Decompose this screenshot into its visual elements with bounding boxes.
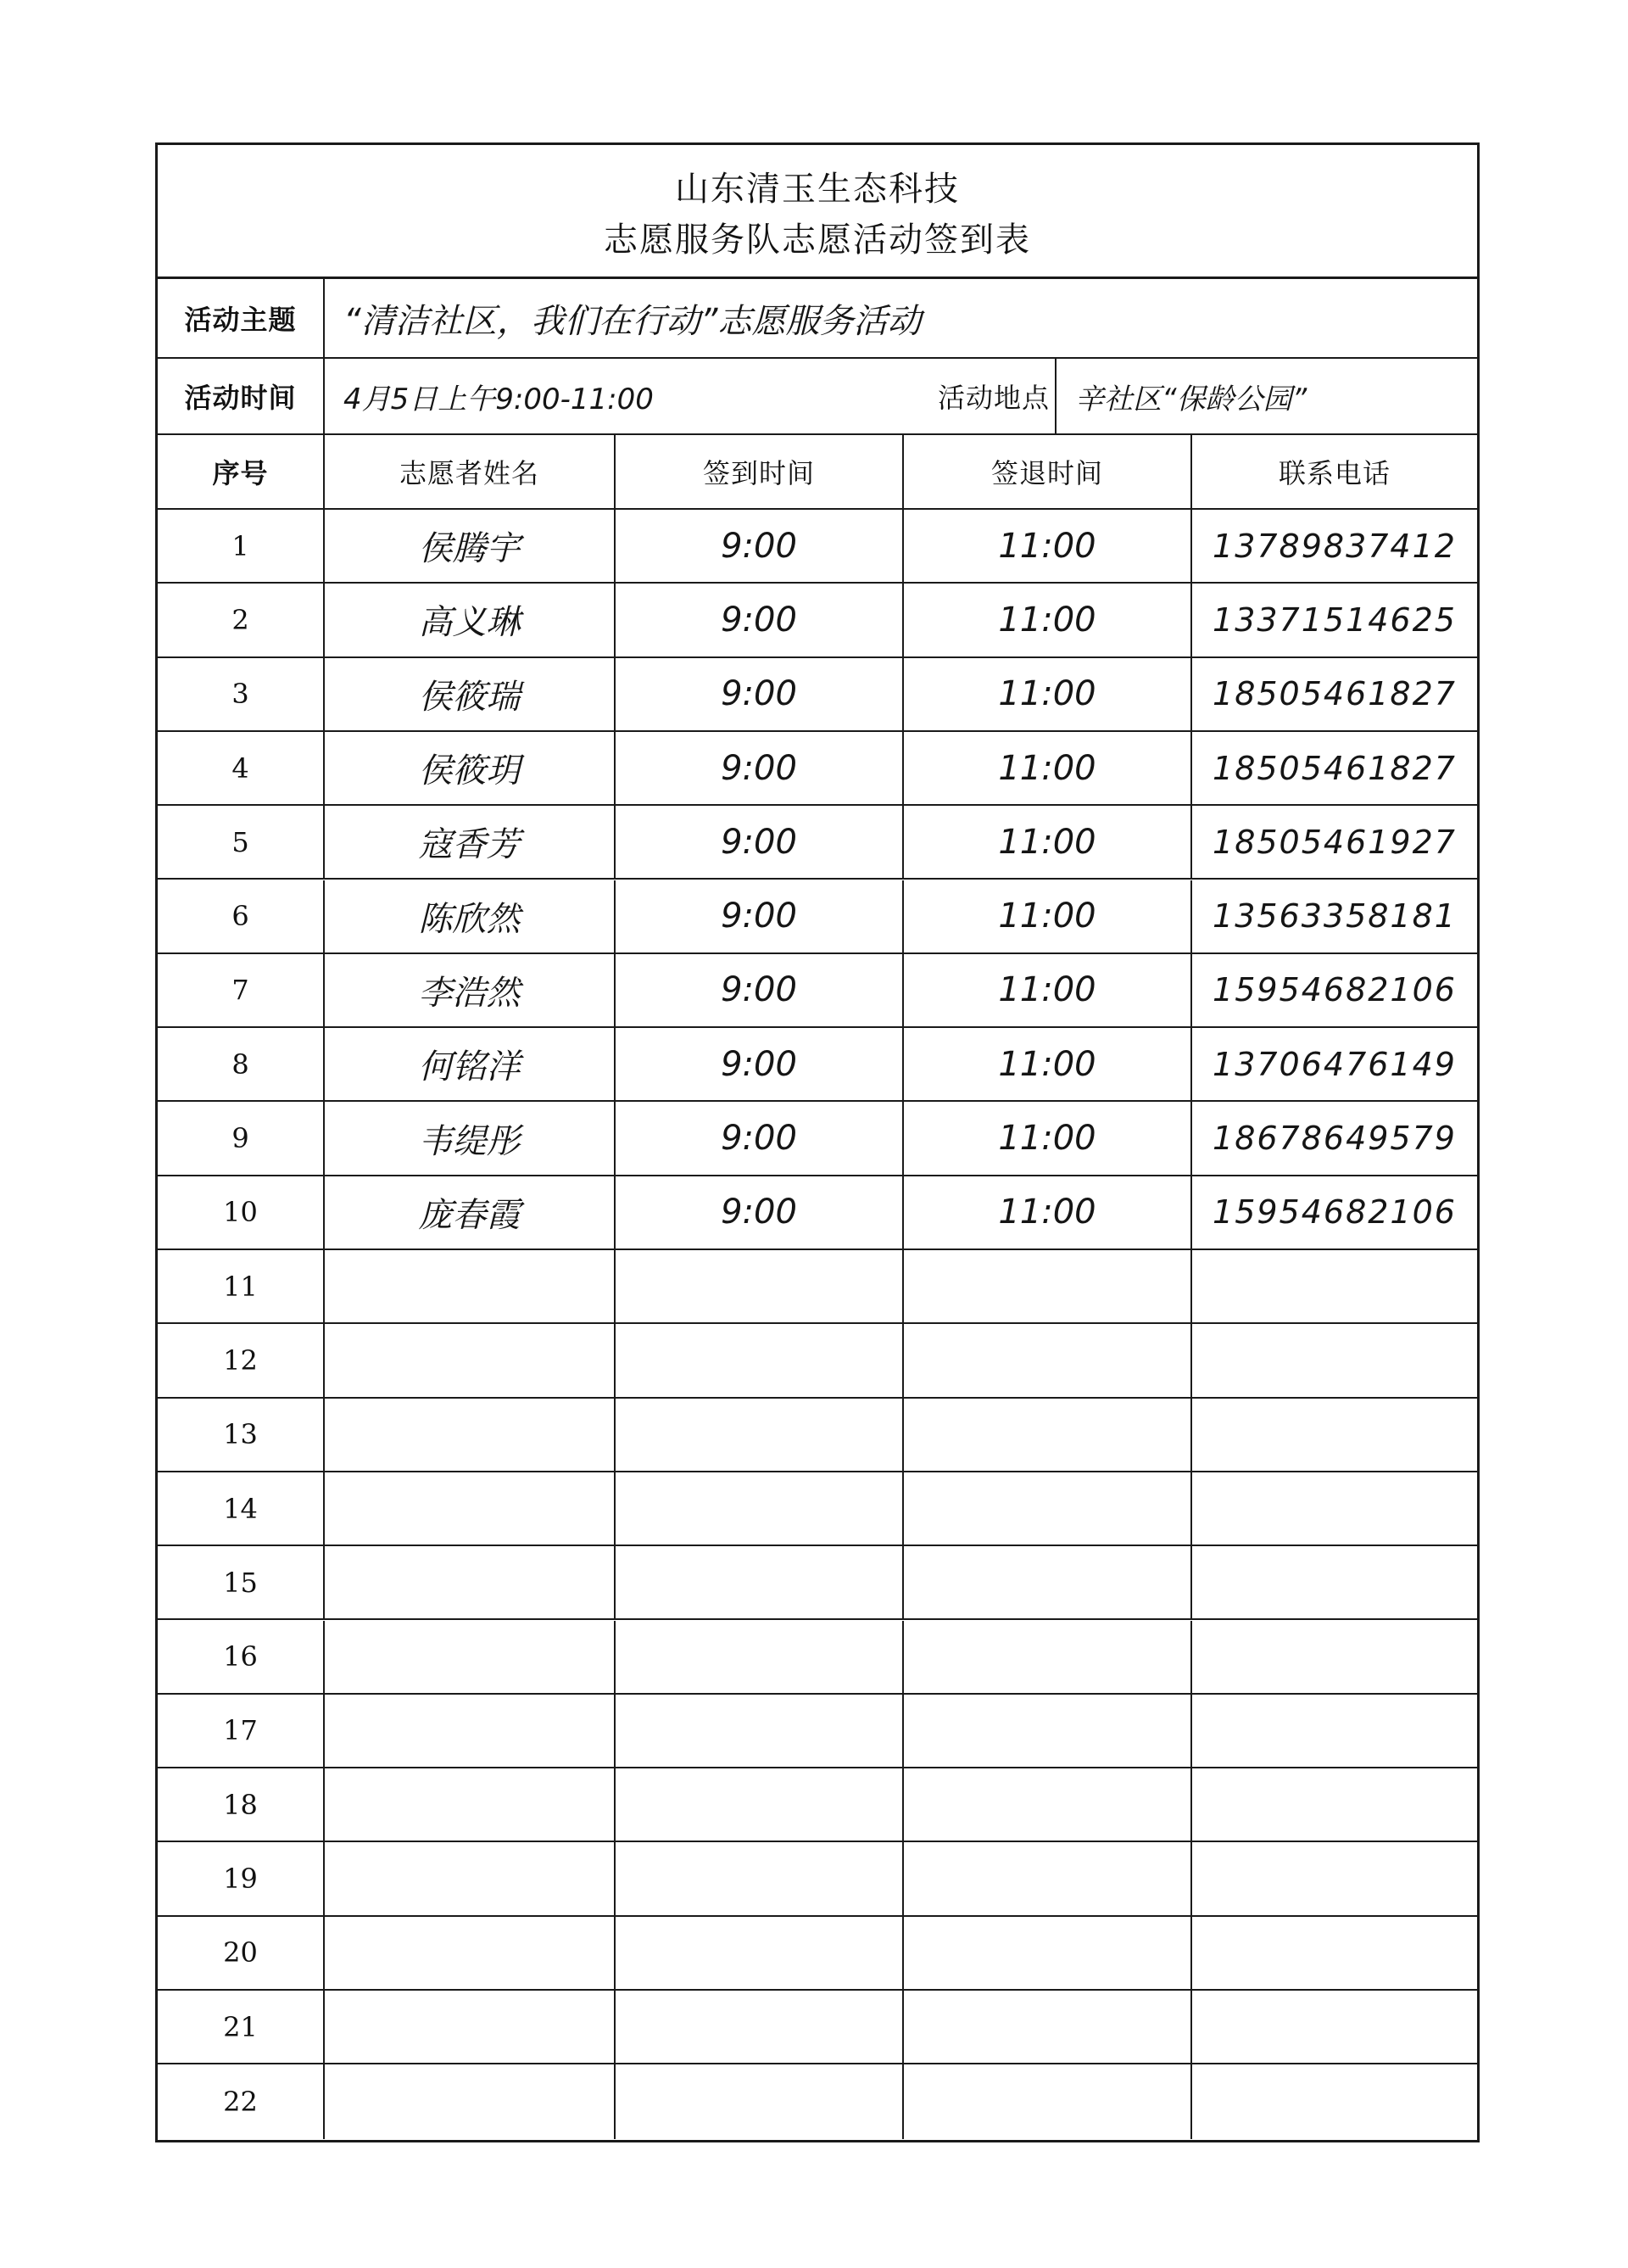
- row-number-cell: [158, 1621, 325, 1693]
- sign-out-time: 11:00: [998, 822, 1096, 862]
- sign-in-time-cell: [616, 1250, 904, 1322]
- location-value: 辛社区“保龄公园”: [1075, 382, 1307, 416]
- sign-out-time-cell: [904, 1546, 1192, 1618]
- row-number: 5: [231, 825, 249, 858]
- sign-out-time: 11:00: [998, 1193, 1096, 1232]
- row-number-cell: [158, 1250, 325, 1322]
- row-number: 14: [223, 1492, 258, 1525]
- contact-phone-cell: [1192, 584, 1477, 656]
- time-value-cell: [325, 359, 769, 433]
- sign-in-time-cell: [616, 1621, 904, 1693]
- row-number-cell: [158, 2064, 325, 2138]
- table-row: [158, 1991, 1477, 2064]
- sign-in-sheet: [155, 142, 1480, 2142]
- table-row: [158, 954, 1477, 1028]
- row-number: 19: [223, 1863, 258, 1896]
- contact-phone-cell: [1192, 1028, 1477, 1100]
- volunteer-name-cell: [325, 1472, 616, 1545]
- sign-out-time-cell: [904, 1102, 1192, 1174]
- sign-out-time-cell: [904, 1695, 1192, 1767]
- volunteer-name-cell: [325, 1176, 616, 1249]
- contact-phone-cell: [1192, 1695, 1477, 1767]
- sign-in-time-cell: [616, 510, 904, 582]
- sign-in-time-cell: [616, 1176, 904, 1249]
- row-number-cell: [158, 1028, 325, 1100]
- row-number-cell: [158, 732, 325, 804]
- sign-in-time-cell: [616, 954, 904, 1026]
- sign-in-time: 9:00: [721, 822, 797, 862]
- table-row: [158, 732, 1477, 806]
- sign-in-time-cell: [616, 1472, 904, 1545]
- header-no: 序号: [158, 435, 325, 508]
- sign-in-time: 9:00: [721, 1119, 797, 1159]
- row-number-cell: [158, 806, 325, 878]
- row-number: 20: [223, 1936, 258, 1969]
- row-number-cell: [158, 1842, 325, 1914]
- time-location-row: [158, 359, 1477, 435]
- sign-out-time-cell: [904, 732, 1192, 804]
- sign-out-time: 11:00: [998, 748, 1096, 788]
- row-number-cell: [158, 1472, 325, 1545]
- contact-phone-cell: [1192, 1472, 1477, 1545]
- location-label: 活动地点: [937, 382, 1050, 414]
- volunteer-name-cell: [325, 658, 616, 730]
- sign-in-time-cell: [616, 1324, 904, 1396]
- volunteer-name-cell: [325, 1842, 616, 1914]
- sign-out-time-cell: [904, 1621, 1192, 1693]
- sign-in-time: 9:00: [721, 1044, 797, 1084]
- volunteer-name-cell: [325, 954, 616, 1026]
- contact-phone: 13563358181: [1213, 897, 1457, 936]
- sign-out-time-cell: [904, 2064, 1192, 2138]
- row-number: 11: [223, 1270, 258, 1303]
- table-header-row: [158, 435, 1477, 510]
- volunteer-name-cell: [325, 1768, 616, 1841]
- row-number-cell: [158, 1324, 325, 1396]
- table-row: [158, 1399, 1477, 1472]
- contact-phone-cell: [1192, 732, 1477, 804]
- contact-phone: 18505461827: [1213, 749, 1457, 787]
- sheet-title-block: [158, 145, 1477, 279]
- row-number-cell: [158, 954, 325, 1026]
- topic-label-cell: [158, 279, 325, 357]
- table-row: [158, 1768, 1477, 1842]
- volunteer-name-cell: [325, 2064, 616, 2138]
- topic-value: “清洁社区，我们在行动”志愿服务活动: [343, 301, 922, 341]
- sign-in-time: 9:00: [721, 897, 797, 936]
- volunteer-name-cell: [325, 1102, 616, 1174]
- row-number: 16: [223, 1640, 258, 1673]
- sign-out-time: 11:00: [998, 1044, 1096, 1084]
- row-number-cell: [158, 1176, 325, 1249]
- row-number-cell: [158, 1399, 325, 1471]
- volunteer-name-cell: [325, 510, 616, 582]
- volunteer-name: 侯筱瑞: [418, 677, 521, 717]
- contact-phone-cell: [1192, 1399, 1477, 1471]
- table-row: [158, 1324, 1477, 1398]
- contact-phone-cell: [1192, 1842, 1477, 1914]
- sign-in-time-cell: [616, 1546, 904, 1618]
- time-label-cell: [158, 359, 325, 433]
- contact-phone-cell: [1192, 1768, 1477, 1841]
- volunteer-name: 李浩然: [418, 973, 521, 1013]
- sign-in-time: 9:00: [721, 526, 797, 566]
- sign-in-time-cell: [616, 732, 904, 804]
- contact-phone: 15954682106: [1213, 971, 1457, 1009]
- contact-phone-cell: [1192, 880, 1477, 952]
- table-row: [158, 1176, 1477, 1250]
- row-number: 18: [223, 1788, 258, 1821]
- sign-in-time-cell: [616, 2064, 904, 2138]
- contact-phone: 13706476149: [1213, 1045, 1457, 1083]
- sign-out-time-cell: [904, 1842, 1192, 1914]
- sign-out-time-cell: [904, 880, 1192, 952]
- title-line-1: 山东清玉生态科技: [675, 170, 960, 209]
- sign-out-time-cell: [904, 1250, 1192, 1322]
- header-sign-out: 签退时间: [904, 435, 1192, 508]
- sign-out-time: 11:00: [998, 526, 1096, 566]
- row-number: 22: [223, 2085, 258, 2118]
- row-number-cell: [158, 584, 325, 656]
- volunteer-name-cell: [325, 1324, 616, 1396]
- sign-in-time-cell: [616, 1399, 904, 1471]
- row-number: 6: [231, 900, 249, 933]
- contact-phone: 15954682106: [1213, 1193, 1457, 1232]
- sign-out-time-cell: [904, 1324, 1192, 1396]
- row-number: 21: [223, 2010, 258, 2043]
- sign-in-time-cell: [616, 1102, 904, 1174]
- table-row: [158, 584, 1477, 657]
- volunteer-name-cell: [325, 1028, 616, 1100]
- row-number: 4: [231, 751, 249, 785]
- table-row: [158, 1028, 1477, 1102]
- table-row: [158, 510, 1477, 584]
- contact-phone-cell: [1192, 954, 1477, 1026]
- contact-phone-cell: [1192, 1546, 1477, 1618]
- sign-in-time: 9:00: [721, 674, 797, 714]
- volunteer-name-cell: [325, 806, 616, 878]
- row-number: 15: [223, 1566, 258, 1599]
- row-number: 2: [231, 603, 249, 636]
- volunteer-name: 高义琳: [418, 603, 521, 643]
- topic-row: [158, 279, 1477, 359]
- contact-phone-cell: [1192, 1324, 1477, 1396]
- contact-phone-cell: [1192, 510, 1477, 582]
- row-number-cell: [158, 1695, 325, 1767]
- sign-in-time-cell: [616, 1917, 904, 1989]
- row-number: 12: [223, 1343, 258, 1377]
- sign-out-time-cell: [904, 1472, 1192, 1545]
- location-label-cell: [769, 359, 1057, 433]
- volunteer-name-cell: [325, 732, 616, 804]
- sign-out-time-cell: [904, 954, 1192, 1026]
- row-number: 3: [231, 678, 249, 711]
- sign-in-time-cell: [616, 880, 904, 952]
- row-number-cell: [158, 658, 325, 730]
- sign-in-time: 9:00: [721, 970, 797, 1010]
- header-phone: 联系电话: [1278, 457, 1391, 489]
- sign-out-time: 11:00: [998, 674, 1096, 714]
- volunteer-name-cell: [325, 584, 616, 656]
- sign-out-time-cell: [904, 510, 1192, 582]
- row-number: 10: [223, 1196, 258, 1229]
- sign-in-time-cell: [616, 658, 904, 730]
- volunteer-name-cell: [325, 1399, 616, 1471]
- header-sign-in: 签到时间: [616, 435, 904, 508]
- time-value: 4月5日上午9:00-11:00: [343, 382, 654, 416]
- contact-phone: 18678649579: [1213, 1120, 1457, 1158]
- sign-out-time-cell: [904, 658, 1192, 730]
- table-row: [158, 1546, 1477, 1620]
- sign-out-time: 11:00: [998, 1119, 1096, 1159]
- row-number-cell: [158, 880, 325, 952]
- table-row: [158, 1102, 1477, 1176]
- sign-in-time-cell: [616, 1991, 904, 2063]
- row-number-cell: [158, 1917, 325, 1989]
- row-number-cell: [158, 1546, 325, 1618]
- volunteer-name-cell: [325, 1546, 616, 1618]
- volunteer-name-cell: [325, 1917, 616, 1989]
- table-row: [158, 1695, 1477, 1768]
- sign-in-time-cell: [616, 1842, 904, 1914]
- sign-in-time: 9:00: [721, 1193, 797, 1232]
- topic-value-cell: [325, 279, 1477, 357]
- row-number-cell: [158, 1102, 325, 1174]
- table-row: [158, 1472, 1477, 1546]
- row-number-cell: [158, 1991, 325, 2063]
- volunteer-name: 何铭洋: [418, 1047, 521, 1087]
- sign-out-time-cell: [904, 1399, 1192, 1471]
- sign-out-time-cell: [904, 806, 1192, 878]
- contact-phone-cell: [1192, 1176, 1477, 1249]
- contact-phone-cell: [1192, 2064, 1477, 2138]
- header-name: 志愿者姓名: [325, 435, 616, 508]
- location-value-cell: [1057, 359, 1477, 433]
- sign-out-time: 11:00: [998, 897, 1096, 936]
- table-row: [158, 1917, 1477, 1991]
- contact-phone-cell: [1192, 658, 1477, 730]
- volunteer-name: 庞春霞: [418, 1195, 521, 1235]
- volunteer-name-cell: [325, 1991, 616, 2063]
- sign-in-time-cell: [616, 1695, 904, 1767]
- volunteer-name-cell: [325, 1695, 616, 1767]
- row-number: 7: [231, 974, 249, 1007]
- volunteer-name: 寇香芳: [418, 825, 521, 865]
- sign-out-time-cell: [904, 1991, 1192, 2063]
- table-row: [158, 1621, 1477, 1695]
- sign-out-time-cell: [904, 1917, 1192, 1989]
- row-number: 13: [223, 1418, 258, 1451]
- contact-phone: 13371514625: [1213, 601, 1457, 639]
- row-number: 17: [223, 1714, 258, 1747]
- topic-label: 活动主题: [184, 304, 297, 336]
- row-number: 8: [231, 1047, 249, 1081]
- contact-phone-cell: [1192, 1621, 1477, 1693]
- contact-phone-cell: [1192, 806, 1477, 878]
- sign-in-time-cell: [616, 1768, 904, 1841]
- table-row: [158, 658, 1477, 732]
- volunteer-name: 陈欣然: [418, 899, 521, 939]
- row-number: 9: [231, 1122, 249, 1155]
- table-row: [158, 806, 1477, 880]
- table-row: [158, 1250, 1477, 1324]
- sign-out-time-cell: [904, 1176, 1192, 1249]
- row-number-cell: [158, 510, 325, 582]
- sign-in-time-cell: [616, 584, 904, 656]
- contact-phone-cell: [1192, 1917, 1477, 1989]
- table-row: [158, 2064, 1477, 2138]
- contact-phone-cell: [1192, 1250, 1477, 1322]
- table-row: [158, 880, 1477, 954]
- volunteer-name: 韦缇彤: [418, 1121, 521, 1161]
- row-number-cell: [158, 1768, 325, 1841]
- sign-out-time: 11:00: [998, 970, 1096, 1010]
- contact-phone: 13789837412: [1213, 527, 1457, 565]
- sign-out-time-cell: [904, 1028, 1192, 1100]
- sign-out-time-cell: [904, 584, 1192, 656]
- volunteer-name-cell: [325, 880, 616, 952]
- volunteer-name-cell: [325, 1621, 616, 1693]
- volunteer-name: 侯腾宇: [418, 529, 521, 569]
- sign-out-time: 11:00: [998, 600, 1096, 640]
- volunteer-name-cell: [325, 1250, 616, 1322]
- volunteer-name: 侯筱玥: [418, 751, 521, 791]
- contact-phone-cell: [1192, 1991, 1477, 2063]
- sign-in-time: 9:00: [721, 748, 797, 788]
- time-label: 活动时间: [184, 382, 297, 414]
- sign-in-time-cell: [616, 806, 904, 878]
- table-row: [158, 1842, 1477, 1916]
- sign-in-time: 9:00: [721, 600, 797, 640]
- title-line-2: 志愿服务队志愿活动签到表: [604, 221, 1031, 260]
- row-number: 1: [231, 529, 249, 562]
- contact-phone-cell: [1192, 1102, 1477, 1174]
- contact-phone: 18505461927: [1213, 823, 1457, 861]
- sign-in-time-cell: [616, 1028, 904, 1100]
- contact-phone: 18505461827: [1213, 675, 1457, 713]
- sign-out-time-cell: [904, 1768, 1192, 1841]
